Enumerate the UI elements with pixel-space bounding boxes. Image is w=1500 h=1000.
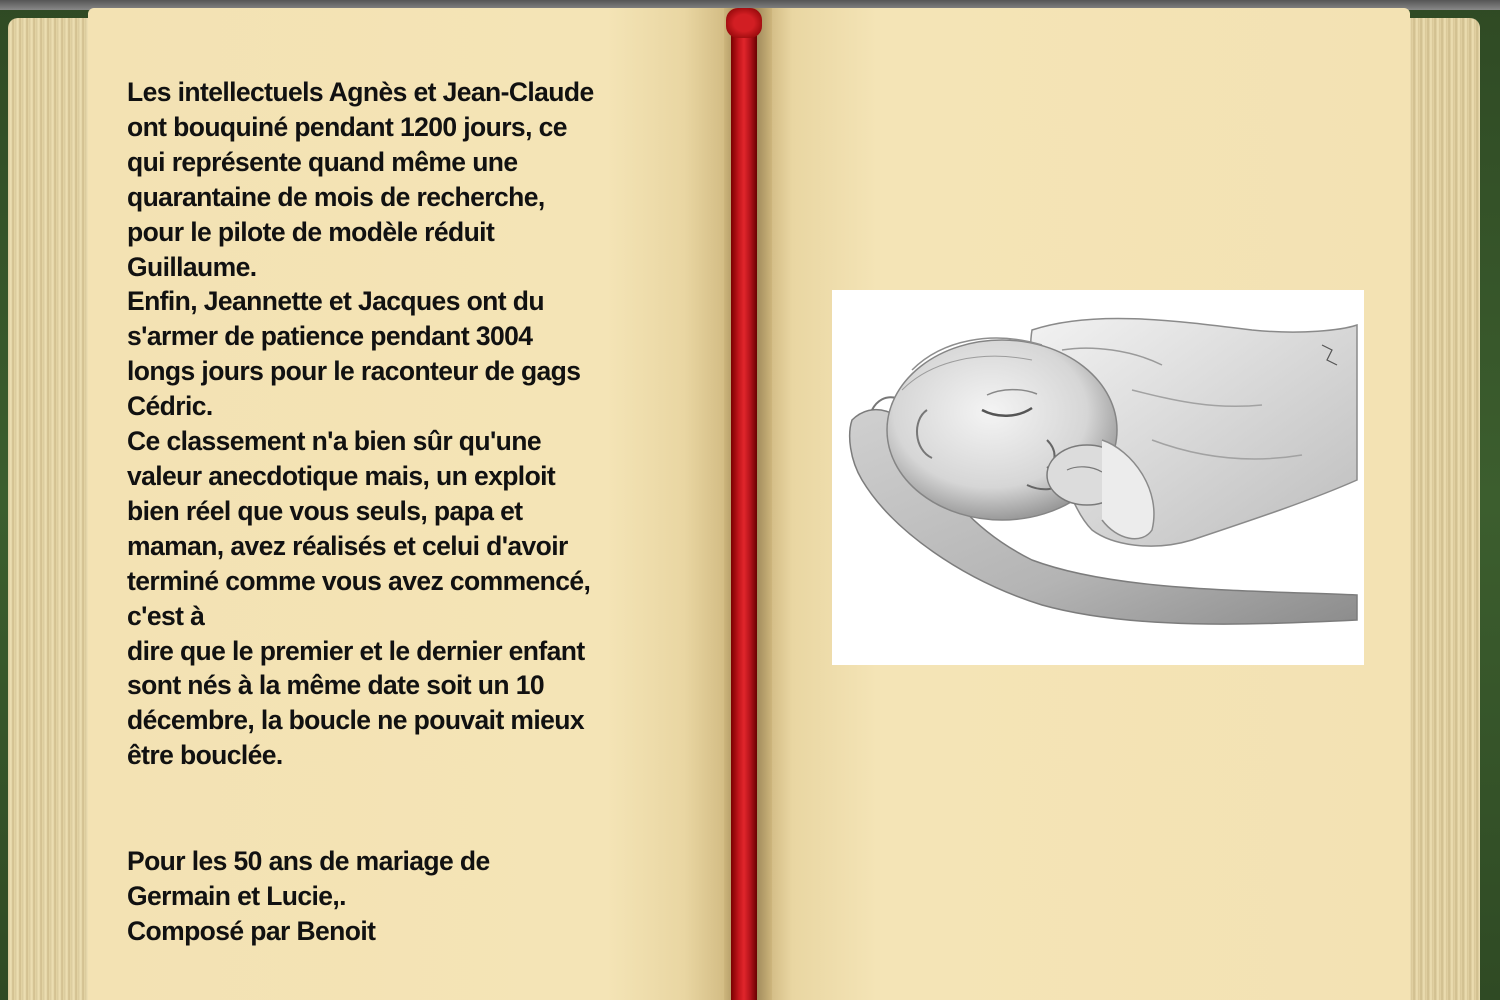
right-page-edges <box>1398 18 1480 1000</box>
paragraph-2: Enfin, Jeannette et Jacques ont du s'armer de patience pendant 3004 longs jours pour le raconteur de gags Cédric. <box>127 286 581 422</box>
paragraph-3: Ce classement n'a bien sûr qu'une valeur anecdotique mais, un exploit bien réel que vous seuls, papa et maman, avez réalisés et celui d'avoir terminé comme vous avez commencé, c'est à dire que le premier et le dernier enfant sont nés à la même date soit un 10 décembre, la boucle ne pouvait mieux être bouclée. <box>127 426 591 771</box>
paragraph-1: Les intellectuels Agnès et Jean-Claude ont bouquiné pendant 1200 jours, ce qui représente quand même une quarantaine de mois de recherche, pour le pilote de modèle réduit Guillaume. <box>127 77 594 282</box>
bookmark-ribbon-top <box>726 8 762 38</box>
left-page-edges <box>8 18 98 1000</box>
left-page-text <box>127 75 687 773</box>
baby-drawing-illustration <box>832 290 1364 665</box>
bookmark-ribbon <box>731 14 757 1000</box>
signature-text: Pour les 50 ans de mariage de Germain et Lucie,. Composé par Benoit <box>127 846 490 946</box>
baby-drawing-svg <box>832 290 1364 665</box>
